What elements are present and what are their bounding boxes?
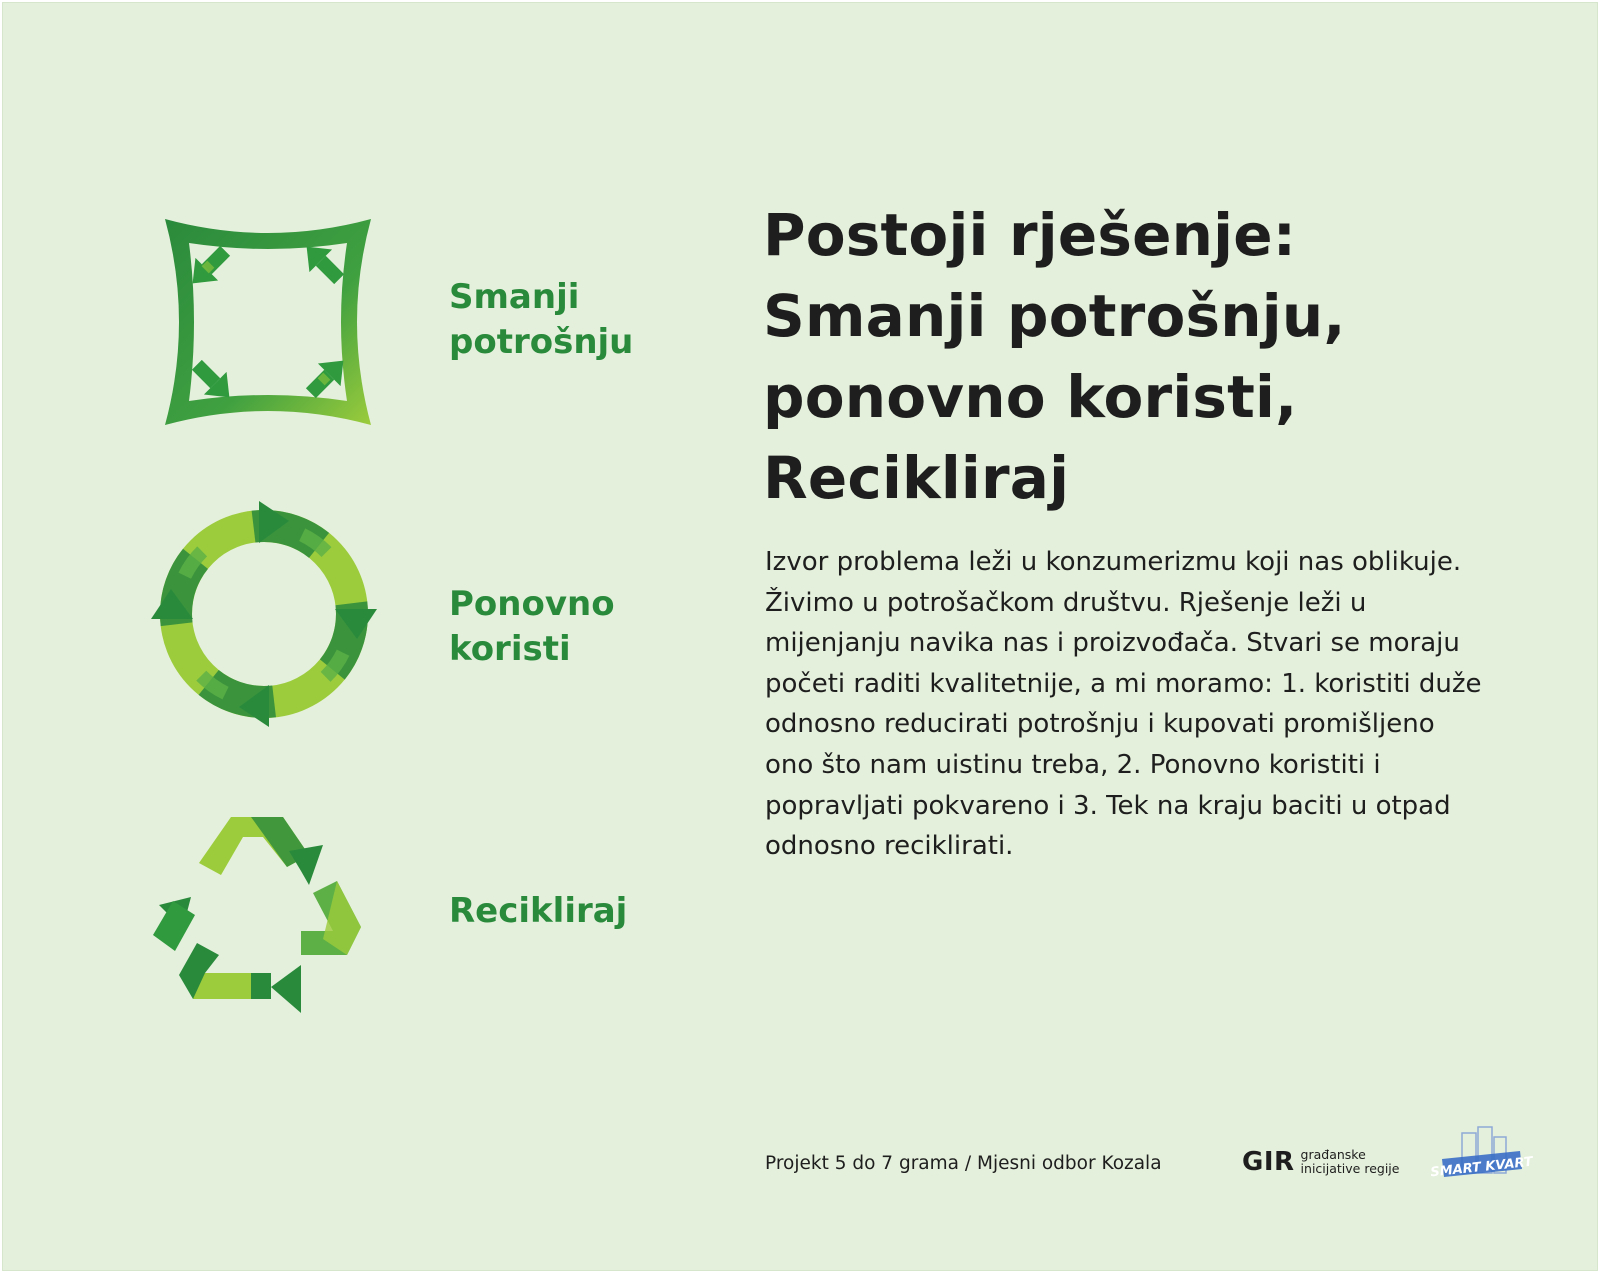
gir-logo (1242, 1147, 1399, 1177)
gir-logo-subtitle: građanske inicijative regije (1300, 1147, 1400, 1176)
body-paragraph: Izvor problema leži u konzumerizmu koji nas oblikuje. Živimo u potrošačkom društvu. Rješenje leži u mijenjanju navika nas i proizvođača. Stvari se moraju početi raditi kvalitetnije, a mi moramo: 1. koristiti duže odnosno reducirati potrošnju i kupovati promišljeno ono što nam uistinu treba, 2. Ponovno koristiti i popravljati pokvareno i 3. Tek na kraju baciti u otpad odnosno reciklirati. (765, 547, 1482, 862)
label-reduce: Smanji potrošnju (449, 277, 634, 362)
poster (2, 2, 1598, 1271)
smart-kvart-logo (1429, 1125, 1534, 1195)
label-reuse: Ponovno koristi (449, 584, 615, 669)
recycle-icon (151, 815, 367, 1025)
smart-kvart-logo-text: SMART KVART (1429, 1154, 1534, 1181)
gir-logo-mark: GIR (1242, 1147, 1295, 1177)
reduce-arrows-icon (163, 217, 373, 427)
footer-project-credit: Projekt 5 do 7 grama / Mjesni odbor Kozala (765, 1153, 1162, 1174)
page-title: Postoji rješenje: Smanji potrošnju, ponovno koristi, Recikliraj (763, 201, 1346, 512)
reuse-cycle-icon (149, 499, 379, 729)
label-recycle: Recikliraj (449, 891, 628, 931)
